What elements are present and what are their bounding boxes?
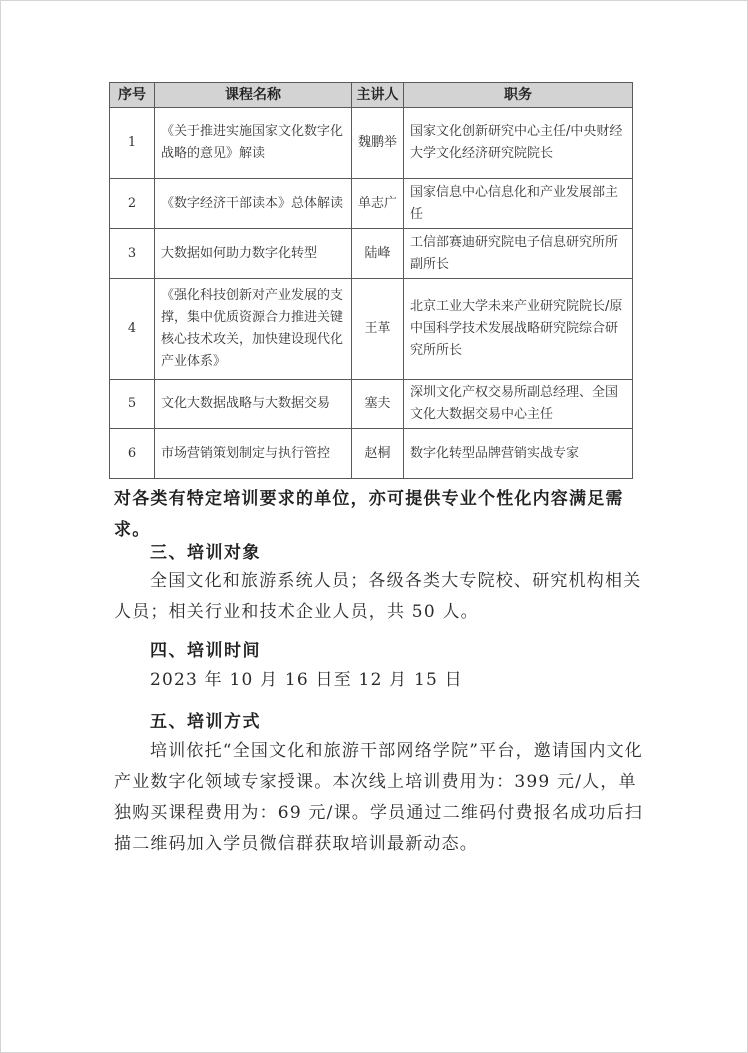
row-position: 国家信息中心信息化和产业发展部主任 [404, 179, 633, 229]
table-row [110, 380, 633, 429]
row-position: 北京工业大学未来产业研究院院长/原中国科学技术发展战略研究院综合研究所所长 [404, 279, 633, 380]
row-index: 3 [110, 229, 155, 279]
row-position: 工信部赛迪研究院电子信息研究所所副所长 [404, 229, 633, 279]
row-speaker: 魏鹏举 [352, 108, 404, 179]
row-index: 4 [110, 279, 155, 380]
row-position: 数字化转型品牌营销实战专家 [404, 429, 633, 479]
table-row [110, 108, 633, 179]
table-row [110, 229, 633, 279]
row-index: 5 [110, 380, 155, 429]
row-speaker: 赵桐 [352, 429, 404, 479]
header-course-name: 课程名称 [155, 83, 352, 108]
row-course: 《关于推进实施国家文化数字化战略的意见》解读 [155, 108, 352, 179]
table-row [110, 179, 633, 229]
row-course: 《强化科技创新对产业发展的支撑，集中优质资源合力推进关键核心技术攻关，加快建设现代化产业体系》 [155, 279, 352, 380]
row-index: 6 [110, 429, 155, 479]
section-5-text: 培训依托“全国文化和旅游干部网络学院”平台，邀请国内文化产业数字化领域专家授课。本次线上培训费用为：399 元/人，单独购买课程费用为：69 元/课。学员通过二维码付费报名成功后扫描二维码加入学员微信群获取培训最新动态。 [114, 741, 643, 854]
row-course: 文化大数据战略与大数据交易 [155, 380, 352, 429]
custom-training-note: 对各类有特定培训要求的单位，亦可提供专业个性化内容满足需求。 [114, 489, 624, 540]
section-3-text: 全国文化和旅游系统人员；各级各类大专院校、研究机构相关人员；相关行业和技术企业人员，共 50 人。 [114, 571, 642, 622]
section-3-heading: 三、培训对象 [150, 543, 261, 563]
row-speaker: 陆峰 [352, 229, 404, 279]
row-speaker: 王革 [352, 279, 404, 380]
row-index: 2 [110, 179, 155, 229]
section-5-heading: 五、培训方式 [150, 712, 261, 732]
row-speaker: 单志广 [352, 179, 404, 229]
course-table [109, 82, 633, 479]
row-course: 大数据如何助力数字化转型 [155, 229, 352, 279]
table-header-row [110, 83, 633, 108]
header-speaker: 主讲人 [352, 83, 404, 108]
row-index: 1 [110, 108, 155, 179]
table-row [110, 279, 633, 380]
row-position: 国家文化创新研究中心主任/中央财经大学文化经济研究院院长 [404, 108, 633, 179]
row-course: 《数字经济干部读本》总体解读 [155, 179, 352, 229]
header-position: 职务 [404, 83, 633, 108]
row-course: 市场营销策划制定与执行管控 [155, 429, 352, 479]
row-speaker: 塞夫 [352, 380, 404, 429]
table-row [110, 429, 633, 479]
row-position: 深圳文化产权交易所副总经理、全国文化大数据交易中心主任 [404, 380, 633, 429]
header-index: 序号 [110, 83, 155, 108]
section-4-heading: 四、培训时间 [150, 641, 261, 661]
section-4-text: 2023 年 10 月 16 日至 12 月 15 日 [150, 670, 463, 690]
